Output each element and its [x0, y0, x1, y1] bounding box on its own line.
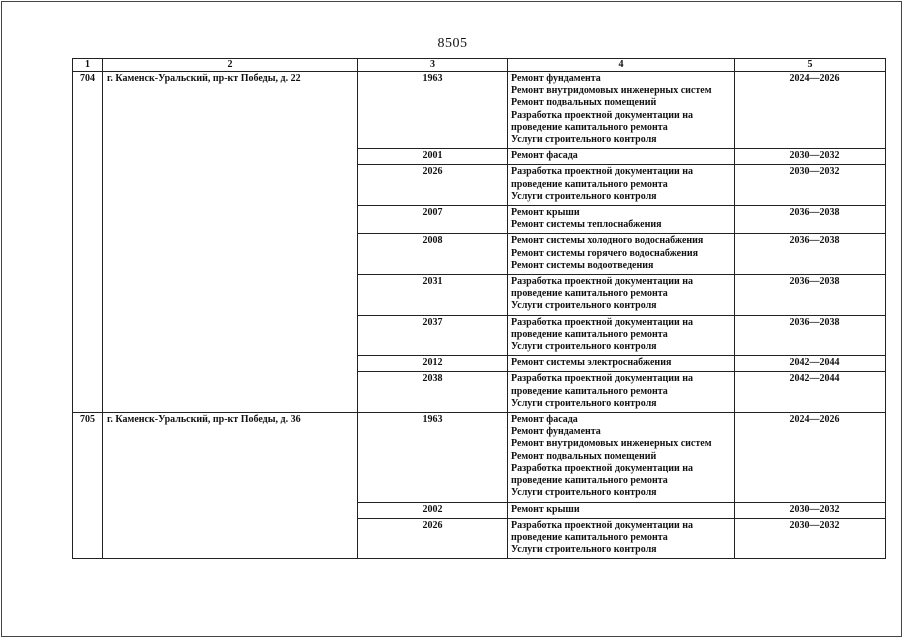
entry-works	[508, 372, 735, 413]
entry-period: 2024—2026	[735, 413, 886, 502]
work-item: Ремонт системы горячего водоснабжения	[511, 247, 699, 259]
work-item: Ремонт фасада	[511, 414, 578, 426]
entry-works	[508, 165, 735, 206]
work-item: Ремонт крыши	[511, 207, 580, 219]
header-col-1: 1	[73, 59, 103, 72]
work-item: Услуги строительного контроля	[511, 487, 657, 499]
repair-schedule-table	[72, 58, 886, 559]
work-item: проведение капитального ремонта	[511, 475, 668, 487]
entry-period: 2036—2038	[735, 315, 886, 356]
work-item: Услуги строительного контроля	[511, 134, 657, 146]
entry-period: 2030—2032	[735, 165, 886, 206]
entry-period: 2030—2032	[735, 518, 886, 559]
work-item: проведение капитального ремонта	[511, 385, 668, 397]
header-col-5: 5	[735, 59, 886, 72]
header-col-4: 4	[508, 59, 735, 72]
entry-period: 2042—2044	[735, 356, 886, 372]
header-col-2: 2	[103, 59, 358, 72]
work-item: Ремонт подвальных помещений	[511, 450, 657, 462]
work-item: Ремонт системы теплоснабжения	[511, 219, 662, 231]
entry-works	[508, 518, 735, 559]
entry-period: 2036—2038	[735, 234, 886, 275]
entry-period: 2042—2044	[735, 372, 886, 413]
entry-year: 2012	[358, 356, 508, 372]
work-item: проведение капитального ремонта	[511, 178, 668, 190]
entry-works	[508, 275, 735, 316]
work-item: Разработка проектной документации на	[511, 316, 694, 328]
work-item: Ремонт внутридомовых инженерных систем	[511, 85, 712, 97]
table-row	[73, 413, 886, 502]
header-col-3: 3	[358, 59, 508, 72]
work-item: Ремонт системы холодного водоснабжения	[511, 235, 704, 247]
work-item: проведение капитального ремонта	[511, 288, 668, 300]
work-item: Ремонт внутридомовых инженерных систем	[511, 438, 712, 450]
entry-year: 2038	[358, 372, 508, 413]
work-item: Ремонт системы водоотведения	[511, 259, 654, 271]
entry-year: 2008	[358, 234, 508, 275]
header-row	[73, 59, 886, 72]
work-item: Ремонт фундамента	[511, 73, 601, 84]
work-item: Разработка проектной документации на	[511, 519, 694, 531]
work-item: Ремонт крыши	[511, 503, 580, 515]
work-item: Ремонт фасада	[511, 150, 578, 162]
entry-period: 2030—2032	[735, 502, 886, 518]
entry-year: 2001	[358, 149, 508, 165]
work-item: Услуги строительного контроля	[511, 300, 657, 312]
work-item: Услуги строительного контроля	[511, 341, 657, 353]
work-item: Услуги строительного контроля	[511, 190, 657, 202]
work-item: Ремонт системы электроснабжения	[511, 357, 672, 369]
work-item: Ремонт подвальных помещений	[511, 97, 657, 109]
work-item: Разработка проектной документации на	[511, 166, 694, 178]
work-item: Разработка проектной документации на	[511, 462, 694, 474]
entry-period: 2024—2026	[735, 72, 886, 149]
page-number: 8505	[437, 36, 468, 51]
entry-year: 2031	[358, 275, 508, 316]
building-address: г. Каменск-Уральский, пр-кт Победы, д. 36	[103, 413, 358, 559]
entry-year: 2007	[358, 206, 508, 234]
entry-works	[508, 206, 735, 234]
entry-works	[508, 72, 735, 149]
work-item: Ремонт фундамента	[511, 426, 601, 438]
entry-works	[508, 315, 735, 356]
entry-year: 2026	[358, 518, 508, 559]
table-body	[73, 72, 886, 559]
entry-period: 2036—2038	[735, 275, 886, 316]
work-item: проведение капитального ремонта	[511, 121, 668, 133]
entry-year: 2002	[358, 502, 508, 518]
entry-year: 1963	[358, 72, 508, 149]
entry-period: 2036—2038	[735, 206, 886, 234]
entry-works	[508, 234, 735, 275]
building-number: 705	[73, 413, 103, 559]
entry-period: 2030—2032	[735, 149, 886, 165]
work-item: проведение капитального ремонта	[511, 531, 668, 543]
work-item: Разработка проектной документации на	[511, 276, 694, 288]
entry-year: 2026	[358, 165, 508, 206]
entry-works	[508, 356, 735, 372]
entry-year: 1963	[358, 413, 508, 502]
building-address: г. Каменск-Уральский, пр-кт Победы, д. 22	[103, 72, 358, 413]
work-item: проведение капитального ремонта	[511, 328, 668, 340]
table-row	[73, 72, 886, 149]
entry-works	[508, 502, 735, 518]
building-number: 704	[73, 72, 103, 413]
entry-year: 2037	[358, 315, 508, 356]
work-item: Разработка проектной документации на	[511, 373, 694, 385]
work-item: Разработка проектной документации на	[511, 109, 694, 121]
work-item: Услуги строительного контроля	[511, 397, 657, 409]
entry-works	[508, 149, 735, 165]
work-item: Услуги строительного контроля	[511, 544, 657, 556]
entry-works	[508, 413, 735, 502]
